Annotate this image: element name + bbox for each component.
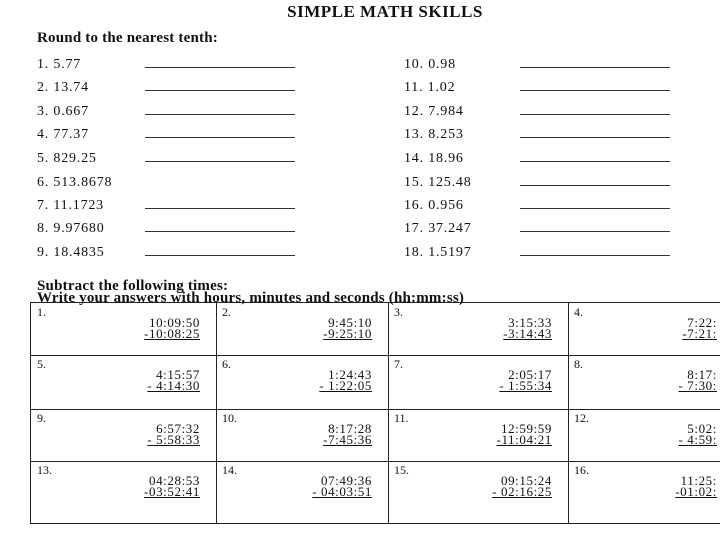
problem-number: 6. (222, 357, 231, 371)
minuend-time: 5:02: (687, 421, 717, 436)
problem-number: 4. (574, 305, 583, 319)
minuend-time: 04:28:53 (148, 473, 200, 488)
grid-divider (216, 303, 217, 523)
subtrahend-time: -9:25:10 (323, 326, 372, 341)
round-item-label: 4. 77.37 (37, 127, 89, 142)
minuend-time: 8:17:28 (328, 421, 372, 436)
problem-number: 11. (394, 411, 409, 425)
subtrahend-time: - 5:58:33 (147, 432, 200, 447)
answer-line[interactable] (520, 231, 670, 232)
problem-number: 13. (37, 463, 52, 477)
format-instruction: Write your answers with hours, minutes and seconds (hh:mm:ss) (37, 290, 465, 306)
answer-line[interactable] (145, 137, 295, 138)
answer-line[interactable] (520, 114, 670, 115)
round-item-label: 9. 18.4835 (37, 245, 105, 260)
round-item-label: 17. 37.247 (404, 221, 472, 236)
time-problem-grid (30, 302, 720, 524)
answer-line[interactable] (520, 90, 670, 91)
round-item-label: 18. 1.5197 (404, 245, 472, 260)
minuend-time: 07:49:36 (320, 473, 372, 488)
round-item-label: 2. 13.74 (37, 80, 89, 95)
subtrahend-time: -10:08:25 (144, 326, 200, 341)
round-item-label: 15. 125.48 (404, 175, 472, 190)
round-item-label: 14. 18.96 (404, 151, 464, 166)
subtrahend-time: - 02:16:25 (492, 484, 552, 499)
minuend-time: 7:22: (687, 315, 717, 330)
problem-number: 5. (37, 357, 46, 371)
subtract-instruction: Subtract the following times: (37, 278, 229, 294)
problem-number: 16. (574, 463, 589, 477)
problem-number: 9. (37, 411, 46, 425)
worksheet-title: SIMPLE MATH SKILLS (287, 2, 483, 21)
minuend-time: 1:24:43 (328, 367, 372, 382)
round-item-label: 12. 7.984 (404, 104, 464, 119)
minuend-time: 4:15:57 (156, 367, 200, 382)
round-item-label: 1. 5.77 (37, 57, 82, 72)
subtrahend-time: -01:02: (675, 484, 717, 499)
subtrahend-time: -7:21: (682, 326, 717, 341)
answer-line[interactable] (145, 231, 295, 232)
subtrahend-time: - 1:55:34 (499, 378, 552, 393)
answer-line[interactable] (520, 255, 670, 256)
round-item-label: 13. 8.253 (404, 127, 464, 142)
subtrahend-time: - 4:59: (678, 432, 717, 447)
round-instruction: Round to the nearest tenth: (37, 30, 218, 46)
subtrahend-time: -3:14:43 (503, 326, 552, 341)
round-item-label: 8. 9.97680 (37, 221, 105, 236)
grid-divider (568, 303, 569, 523)
answer-line[interactable] (145, 161, 295, 162)
problem-number: 15. (394, 463, 409, 477)
grid-divider (31, 355, 720, 356)
answer-line[interactable] (145, 67, 295, 68)
minuend-time: 2:05:17 (508, 367, 552, 382)
problem-number: 7. (394, 357, 403, 371)
grid-divider (31, 409, 720, 410)
answer-line[interactable] (520, 137, 670, 138)
round-item-label: 7. 11.1723 (37, 198, 104, 213)
problem-number: 3. (394, 305, 403, 319)
minuend-time: 12:59:59 (500, 421, 552, 436)
answer-line[interactable] (145, 255, 295, 256)
answer-line[interactable] (520, 208, 670, 209)
subtrahend-time: - 1:22:05 (319, 378, 372, 393)
grid-divider (388, 303, 389, 523)
round-item-label: 3. 0.667 (37, 104, 89, 119)
subtrahend-time: - 04:03:51 (312, 484, 372, 499)
round-item-label: 5. 829.25 (37, 151, 97, 166)
answer-line[interactable] (145, 90, 295, 91)
answer-line[interactable] (145, 114, 295, 115)
subtrahend-time: -03:52:41 (144, 484, 200, 499)
problem-number: 1. (37, 305, 46, 319)
subtrahend-time: - 7:30: (678, 378, 717, 393)
minuend-time: 8:17: (687, 367, 717, 382)
round-item-label: 11. 1.02 (404, 80, 456, 95)
subtrahend-time: - 4:14:30 (147, 378, 200, 393)
subtrahend-time: -7:45:36 (323, 432, 372, 447)
problem-number: 10. (222, 411, 237, 425)
problem-number: 2. (222, 305, 231, 319)
answer-line[interactable] (145, 208, 295, 209)
answer-line[interactable] (520, 185, 670, 186)
minuend-time: 10:09:50 (148, 315, 200, 330)
round-item-label: 6. 513.8678 (37, 175, 113, 190)
answer-line[interactable] (520, 161, 670, 162)
minuend-time: 9:45:10 (328, 315, 372, 330)
answer-line[interactable] (520, 67, 670, 68)
minuend-time: 6:57:32 (156, 421, 200, 436)
problem-number: 12. (574, 411, 589, 425)
subtrahend-time: -11:04:21 (496, 432, 552, 447)
minuend-time: 11:25: (680, 473, 717, 488)
problem-number: 8. (574, 357, 583, 371)
grid-divider (31, 461, 720, 462)
round-item-label: 10. 0.98 (404, 57, 456, 72)
minuend-time: 3:15:33 (508, 315, 552, 330)
round-item-label: 16. 0.956 (404, 198, 464, 213)
minuend-time: 09:15:24 (500, 473, 552, 488)
problem-number: 14. (222, 463, 237, 477)
